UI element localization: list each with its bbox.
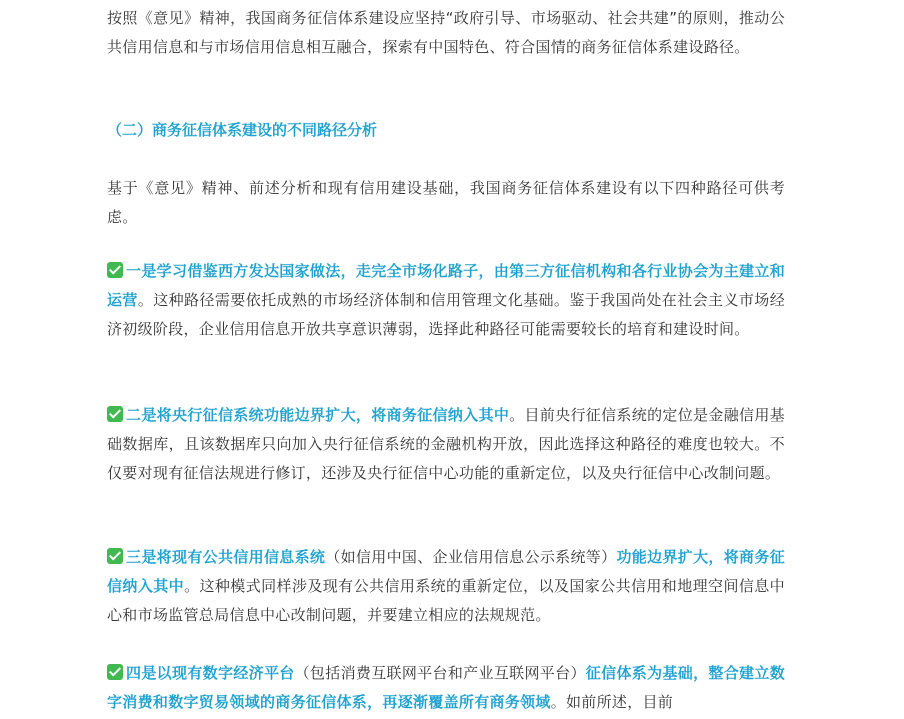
path-2-rest: 。目前央行征信系统的定位是金融信用基础数据库，且该数据库只向加入央行征信系统的金融机构开放，因此选择这种路径的难度也较大。不仅要对现有征信法规进行修订，还涉及央行征信中心功能的重新定位，以及央行征信中心改制问题。 (107, 406, 785, 482)
path-item-3 (107, 543, 785, 630)
path-3-bold: 三是将现有公共信用信息系统 (126, 548, 326, 566)
section-heading-text: （二）商务征信体系建设的不同路径分析 (107, 121, 378, 139)
intro-text: 按照《意见》精神，我国商务征信体系建设应坚持“政府引导、市场驱动、社会共建”的原则，推动公共信用信息和与市场信用信息相互融合，探索有中国特色、符合国情的商务征信体系建设路径。 (107, 9, 785, 56)
path-1-rest: 。这种路径需要依托成熟的市场经济体制和信用管理文化基础。鉴于我国尚处在社会主义市场经济初级阶段，企业信用信息开放共享意识薄弱，选择此种路径可能需要较长的培育和建设时间。 (107, 291, 785, 338)
path-3-mid: （如信用中国、企业信用信息公示系统等） (325, 548, 617, 566)
path-4-bold: 四是以现有数字经济平台 (126, 664, 295, 682)
path-3-bold-2: 功能边界扩大，将商务征信纳入其中 (107, 548, 786, 595)
lead-text: 基于《意见》精神、前述分析和现有信用建设基础，我国商务征信体系建设有以下四种路径可供考虑。 (107, 179, 785, 226)
path-item-2 (107, 401, 785, 488)
intro-paragraph (107, 4, 785, 62)
path-4-rest: 。如前所述，目前 (550, 693, 674, 711)
path-item-4 (107, 659, 785, 717)
path-2-bold: 二是将央行征信系统功能边界扩大，将商务征信纳入其中 (126, 406, 510, 424)
check-mark-icon (107, 664, 123, 680)
path-4-bold-2: 征信体系为基础，整合建立数字消费和数字贸易领域的商务征信体系，再逐渐覆盖所有商务领域 (107, 664, 785, 711)
section-heading (107, 116, 785, 145)
path-4-mid: （包括消费互联网平台和产业互联网平台） (294, 664, 586, 682)
check-mark-icon (107, 406, 123, 422)
path-item-1 (107, 257, 785, 344)
check-mark-icon (107, 262, 123, 278)
path-3-rest: 。这种模式同样涉及现有公共信用系统的重新定位，以及国家公共信用和地理空间信息中心和市场监管总局信息中心改制问题，并要建立相应的法规规范。 (107, 577, 785, 624)
lead-paragraph (107, 174, 785, 232)
check-mark-icon (107, 548, 123, 564)
path-1-bold: 一是学习借鉴西方发达国家做法，走完全市场化路子，由第三方征信机构和各行业协会为主建立和运营 (107, 262, 785, 309)
